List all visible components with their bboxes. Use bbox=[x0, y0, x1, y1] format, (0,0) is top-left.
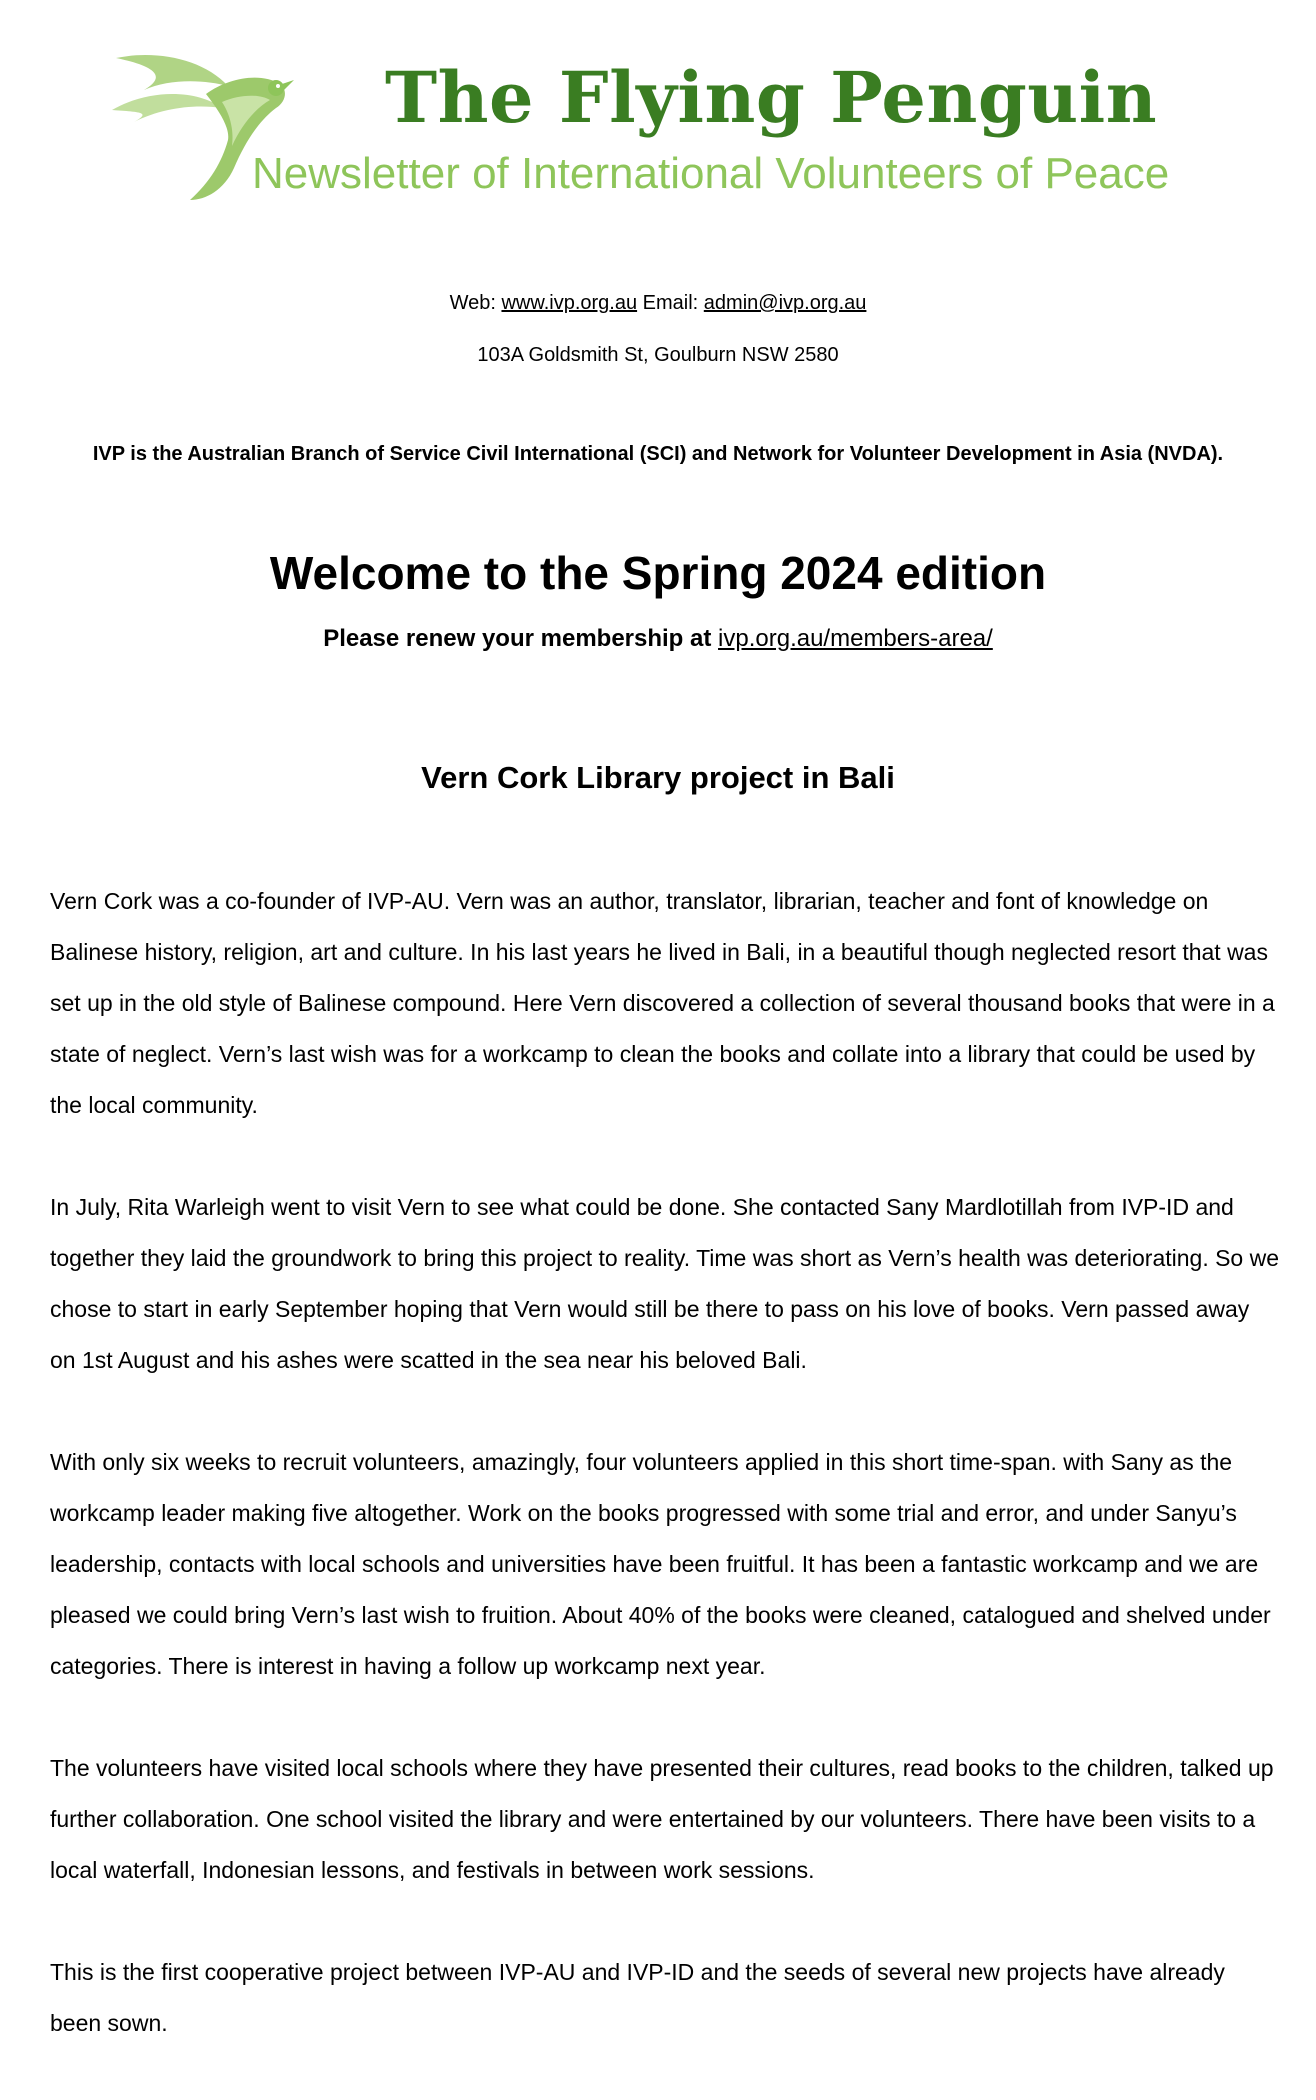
contact-web-email bbox=[0, 290, 1316, 316]
article-paragraph: Vern Cork was a co-founder of IVP-AU. Vern was an author, translator, librarian, teacher and font of knowledge on Balinese history, religion, art and culture. In his last years he lived in Bali, in a beautiful though neglected resort that was set up in the old style of Balinese compound. Here Vern discovered a collection of several thousand books that were in a state of neglect. Vern’s last wish was for a workcamp to clean the books and collate into a library that could be used by the local community. bbox=[50, 888, 1275, 1118]
article-paragraph: With only six weeks to recruit volunteers, amazingly, four volunteers applied in this short time-span. with Sany as the workcamp leader making five altogether. Work on the books progressed with some trial and error, and under Sanyu’s leadership, contacts with local schools and universities have been fruitful. It has been a fantastic workcamp and we are pleased we could bring Vern’s last wish to fruition. About 40% of the books were cleaned, catalogued and shelved under categories. There is interest in having a follow up workcamp next year. bbox=[50, 1449, 1271, 1679]
branch-statement: IVP is the Australian Branch of Service Civil International (SCI) and Network for Volunteer Development in Asia (NVDA). bbox=[92, 443, 1224, 465]
website-link[interactable]: www.ivp.org.au bbox=[501, 292, 638, 314]
newsletter-subtitle: Newsletter of International Volunteers of Peace bbox=[252, 149, 1170, 198]
article-heading: Vern Cork Library project in Bali bbox=[421, 760, 895, 795]
newsletter-masthead bbox=[0, 0, 1316, 220]
article-paragraph: In July, Rita Warleigh went to visit Vern to see what could be done. She contacted Sany Mardlotillah from IVP-ID and together they laid the groundwork to bring this project to reality. Time was short as Vern’s health was deteriorating. So we chose to start in early September hoping that Vern would still be there to pass on his love of books. Vern passed away on 1st August and his ashes were scatted in the sea near his beloved Bali. bbox=[50, 1194, 1280, 1373]
newsletter-title: The Flying Penguin bbox=[385, 56, 1158, 139]
email-label: Email: bbox=[642, 292, 699, 314]
article-body bbox=[50, 876, 1280, 2100]
renew-membership-line bbox=[0, 624, 1316, 654]
article-paragraph: The volunteers have visited local schools where they have presented their cultures, read books to the children, talked up further collaboration. One school visited the library and were entertained by our volunteers. There have been visits to a local waterfall, Indonesian lessons, and festivals in between work sessions. bbox=[50, 1755, 1274, 1883]
web-label: Web: bbox=[449, 292, 496, 314]
renew-label: Please renew your membership at bbox=[323, 625, 712, 652]
edition-title: Welcome to the Spring 2024 edition bbox=[269, 547, 1047, 599]
email-link[interactable]: admin@ivp.org.au bbox=[703, 292, 867, 314]
article-paragraph: This is the first cooperative project between IVP-AU and IVP-ID and the seeds of several new projects have already been sown. bbox=[50, 1959, 1225, 2036]
postal-address: 103A Goldsmith St, Goulburn NSW 2580 bbox=[477, 344, 839, 366]
members-area-link[interactable]: ivp.org.au/members-area/ bbox=[718, 625, 993, 652]
